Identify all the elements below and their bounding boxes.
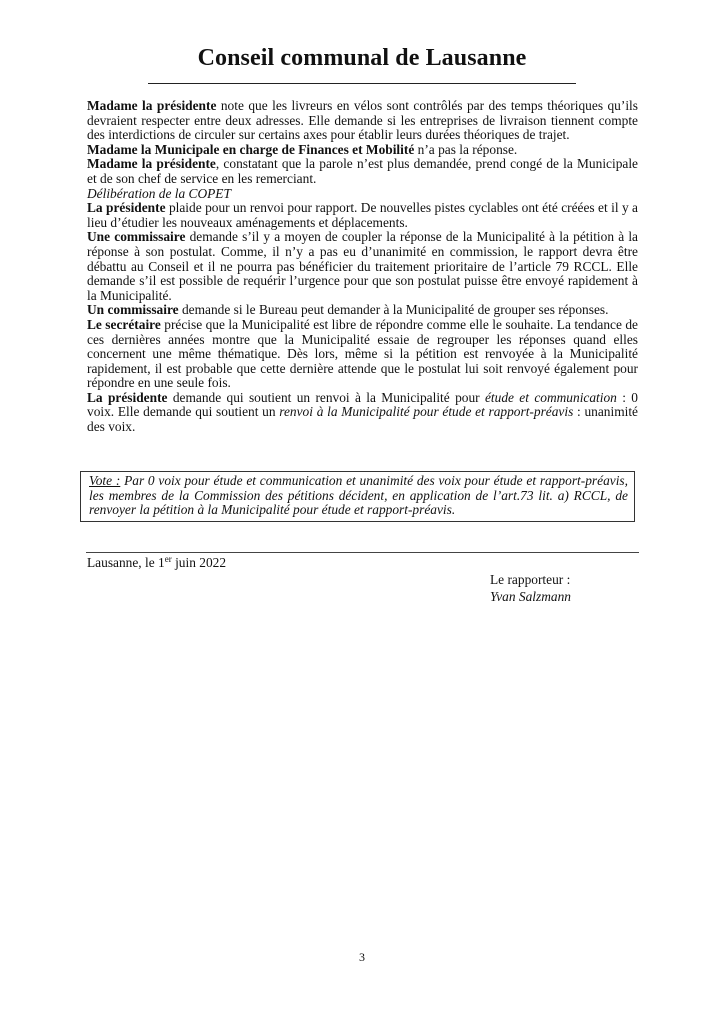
paragraph [87,318,638,391]
vote-label: Vote : [89,473,121,488]
speaker-name: La présidente [87,389,168,405]
paragraph [87,157,638,186]
speaker-name: Madame la Municipale en charge de Finances et Mobilité [87,141,415,157]
paragraph-text: : unanimité des voix. [87,404,638,435]
speaker-name: Madame la présidente [87,98,217,113]
page-title: Conseil communal de Lausanne [197,45,527,71]
rapporteur-name: Yvan Salzmann [490,589,571,604]
paragraph [87,391,638,435]
paragraph-italic: renvoi à la Municipalité pour étude et rapport-préavis [279,404,574,420]
speaker-name: Un commissaire [87,302,179,318]
speaker-name: Une commissaire [87,229,186,245]
paragraph-text: demande qui soutient un renvoi à la Municipalité pour [167,389,485,405]
paragraph-text: , constatant que la parole n’est plus demandée, prend congé de la Municipale et de son chef de service en les remerciant. [87,156,638,186]
paragraph [87,143,638,158]
date-superscript: er [164,554,172,564]
date-line [87,555,226,571]
rapporteur-label: Le rapporteur : [490,572,571,587]
title-divider [148,83,576,84]
minutes-body [87,99,638,435]
paragraph-text: : 0 voix. Elle demande qui soutient un [87,389,638,420]
paragraph-text: précise que la Municipalité est libre de répondre comme elle le souhaite. La tendance de ces dernières années montre que la Municipalité essaie de regrouper les réponses quand elles concernent une même thématique. Dès lors, même si la pétition est renvoyée à la Municipalité rapidement, il est probable que cette dernière attende que le postulat lui soit renvoyé également pour répondre en une seule fois. [87,316,638,391]
paragraph [87,303,638,318]
page-number: 3 [359,950,365,964]
paragraph-italic: étude et communication [484,389,617,405]
vote-box [80,471,635,522]
paragraph-text: demande si le Bureau peut demander à la Municipalité de grouper ses réponses. [178,302,609,318]
paragraph-text: demande s’il y a moyen de coupler la réponse de la Municipalité à la pétition à la réponse à son postulat. Comme, il n’y a pas eu d’unanimité en commission, le rapport devra être débattu au Conseil et il ne pourra pas bénéficier du traitement prioritaire de l’article 79 RCCL. Elle demande s’il est possible de requérir l’urgence pour que son postulat puisse être envoyé rapidement à la Municipalité. [87,229,639,303]
section-heading: Délibération de la COPET [87,185,231,201]
paragraph [87,230,638,303]
date-suffix: juin 2022 [171,555,227,570]
speaker-name: Madame la présidente [87,156,216,172]
speaker-name: Le secrétaire [87,316,161,332]
paragraph-text: n’a pas la réponse. [414,141,518,157]
paragraph-text: note que les livreurs en vélos sont contrôlés par des temps théoriques qu’ils devraient respecter entre deux adresses. Elle demande si les entreprises de livraison tiennent compte des interdictions de circuler sur certains axes pour établir leurs durées théoriques de trajet. [87,98,638,143]
paragraph [87,201,638,230]
vote-text: Par 0 voix pour étude et communication et unanimité des voix pour étude et rapport-préavis, les membres de la Commission des pétitions décident, en application de l’art.73 lit. a) RCCL, de renvoyer la pétition à la Municipalité pour étude et rapport-préavis. [89,473,628,518]
paragraph [87,99,638,143]
date-prefix: Lausanne, le 1 [87,555,165,570]
speaker-name: La présidente [87,200,166,216]
signature-divider [86,552,639,553]
paragraph-text: plaide pour un renvoi pour rapport. De nouvelles pistes cyclables ont été créées et il y a lieu d’étudier les nouveaux aménagements et déplacements. [87,200,638,230]
